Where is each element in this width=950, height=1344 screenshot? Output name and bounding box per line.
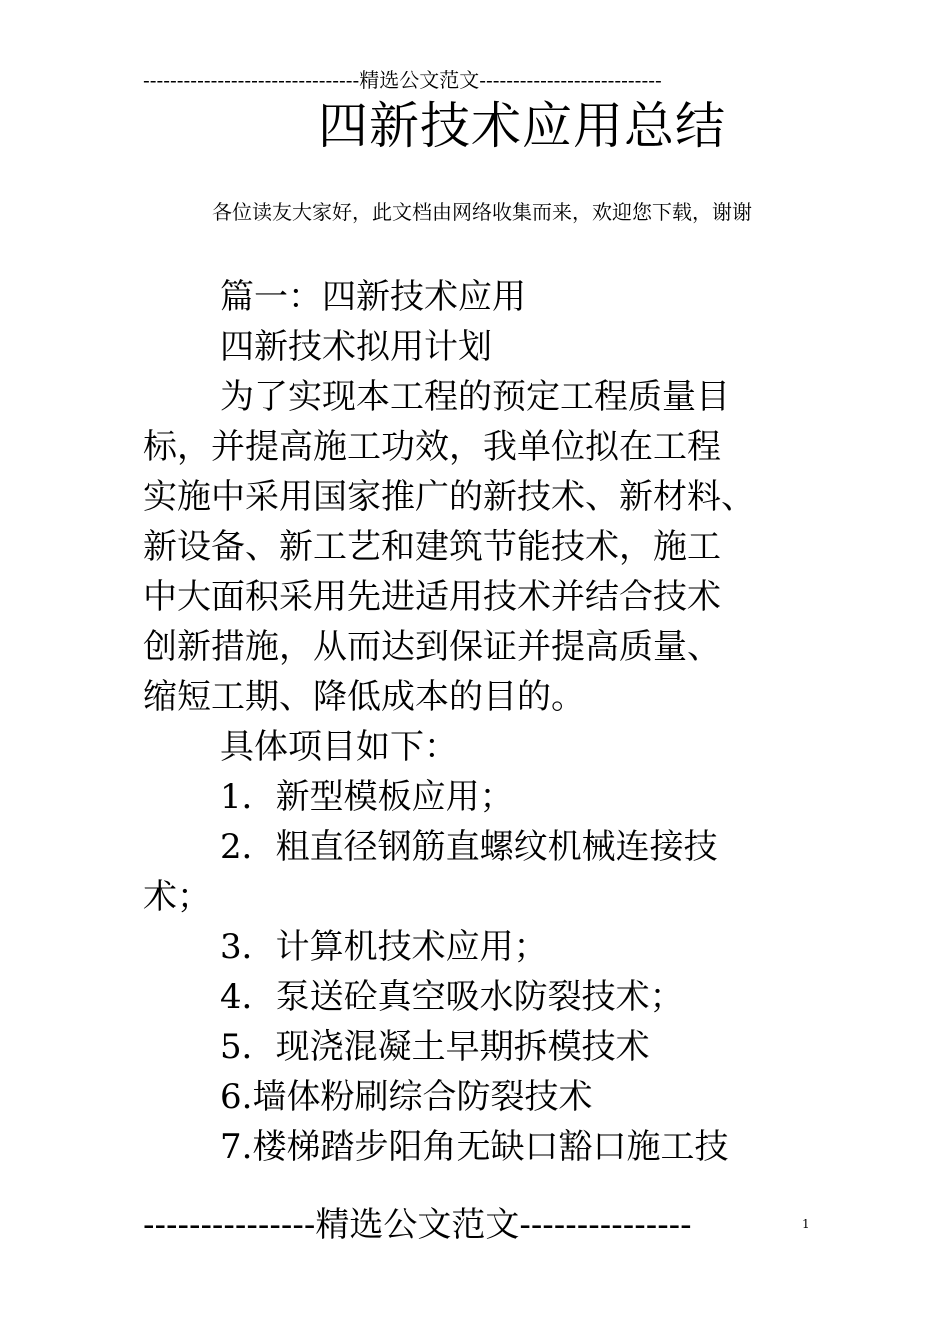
- paragraph-line: 缩短工期、降低成本的目的。: [143, 677, 585, 717]
- page-number: 1: [802, 1217, 810, 1231]
- footer-label: 精选公文范文: [315, 1205, 520, 1245]
- header-label: 精选公文范文: [359, 68, 480, 92]
- footer-dashes-left: ---------------: [143, 1205, 316, 1245]
- header-dashes-right: ---------------------------: [479, 68, 662, 92]
- paragraph-line: 中大面积采用先进适用技术并结合技术: [143, 577, 721, 617]
- list-item: 7.楼梯踏步阳角无缺口豁口施工技: [220, 1127, 729, 1167]
- paragraph-line: 为了实现本工程的预定工程质量目: [220, 377, 730, 417]
- list-item: 2．粗直径钢筋直螺纹机械连接技: [220, 827, 718, 867]
- page-footer: [143, 1197, 692, 1246]
- section-subheading: 四新技术拟用计划: [220, 327, 492, 367]
- section-heading: 篇一：四新技术应用: [220, 277, 526, 317]
- list-item: 5．现浇混凝土早期拆模技术: [220, 1027, 650, 1067]
- list-item: 1．新型模板应用；: [220, 777, 514, 817]
- paragraph-line: 标，并提高施工功效，我单位拟在工程: [143, 427, 721, 467]
- document-subtitle: 各位读友大家好，此文档由网络收集而来，欢迎您下载，谢谢: [212, 200, 752, 224]
- list-item: 4．泵送砼真空吸水防裂技术；: [220, 977, 684, 1017]
- footer-dashes-right: ---------------: [519, 1205, 692, 1245]
- paragraph-line: 实施中采用国家推广的新技术、新材料、: [143, 477, 755, 517]
- paragraph-line: 创新措施，从而达到保证并提高质量、: [143, 627, 721, 667]
- paragraph-line: 新设备、新工艺和建筑节能技术，施工: [143, 527, 721, 567]
- document-title: 四新技术应用总结: [318, 97, 726, 155]
- list-intro: 具体项目如下：: [220, 727, 458, 767]
- list-item: 3．计算机技术应用；: [220, 927, 548, 967]
- list-item: 6.墙体粉刷综合防裂技术: [220, 1077, 593, 1117]
- list-item-continuation: 术；: [143, 877, 211, 917]
- header-dashes-left: --------------------------------: [143, 68, 360, 92]
